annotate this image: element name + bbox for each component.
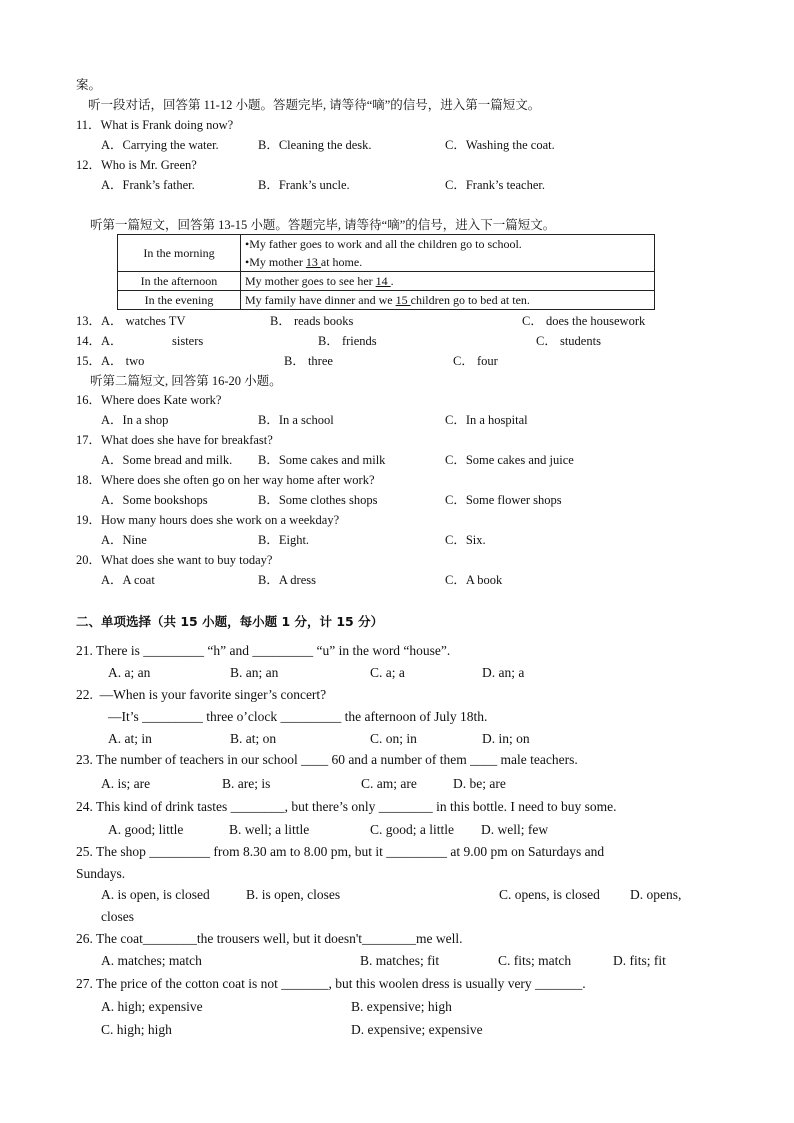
evening-text: My family have dinner and we bbox=[245, 293, 396, 307]
question-19-option-a: A．Nine bbox=[101, 533, 147, 547]
afternoon-label: In the afternoon bbox=[118, 272, 241, 291]
question-25-option-a: A. is open, is closed bbox=[101, 887, 210, 902]
question-21-option-d: D. an; a bbox=[482, 665, 525, 680]
question-14-stem: 14．A． bbox=[76, 334, 123, 348]
question-16-option-a: A．In a shop bbox=[101, 413, 169, 427]
question-16-stem: 16．Where does Kate work? bbox=[76, 393, 222, 407]
question-20-stem: 20．What does she want to buy today? bbox=[76, 553, 273, 567]
intro-tail: 案。 bbox=[76, 78, 102, 92]
question-25-stem-continued: Sundays. bbox=[76, 866, 126, 881]
question-27-option-d: D. expensive; expensive bbox=[351, 1022, 483, 1037]
morning-label: In the morning bbox=[118, 235, 241, 272]
question-12-option-b: B．Frank’s uncle. bbox=[258, 178, 350, 192]
question-17-option-a: A．Some bread and milk. bbox=[101, 453, 233, 467]
question-24-option-c: C. good; a little bbox=[370, 822, 454, 837]
question-22-option-a: A. at; in bbox=[108, 731, 152, 746]
blank-15: 15 bbox=[395, 293, 411, 307]
morning-line-2-end: at home. bbox=[320, 255, 363, 269]
blank-13: 13 bbox=[305, 255, 321, 269]
question-22-stem-2: —It’s _________ three o’clock _________ the afternoon of July 18th. bbox=[108, 709, 488, 724]
question-25-option-d-continued: closes bbox=[101, 909, 134, 924]
question-16-option-b: B．In a school bbox=[258, 413, 334, 427]
listening-instruction-1: 听一段对话，回答第 11-12 小题。答题完毕, 请等待“嘀”的信号，进入第一篇短文。 bbox=[88, 98, 541, 112]
question-23-stem: 23. The number of teachers in our school ____ 60 and a number of them ____ male teachers. bbox=[76, 752, 578, 767]
question-26-option-c: C. fits; match bbox=[498, 953, 572, 968]
question-20-option-a: A．A coat bbox=[101, 573, 155, 587]
question-15-option-c: C． four bbox=[453, 354, 498, 368]
question-27-option-a: A. high; expensive bbox=[101, 999, 203, 1014]
question-11-option-b: B．Cleaning the desk. bbox=[258, 138, 372, 152]
question-11-option-c: C．Washing the coat. bbox=[445, 138, 555, 152]
evening-end: children go to bed at ten. bbox=[410, 293, 530, 307]
question-22-option-d: D. in; on bbox=[482, 731, 530, 746]
table-row-evening bbox=[118, 291, 655, 310]
listening-instruction-3: 听第二篇短文, 回答第 16-20 小题。 bbox=[90, 374, 282, 388]
question-24-option-d: D. well; few bbox=[481, 822, 549, 837]
evening-label: In the evening bbox=[118, 291, 241, 310]
morning-line-2 bbox=[245, 253, 650, 271]
question-16-option-c: C．In a hospital bbox=[445, 413, 528, 427]
question-25-option-b: B. is open, closes bbox=[246, 887, 341, 902]
question-11-stem: 11．What is Frank doing now? bbox=[76, 118, 234, 132]
question-27-option-b: B. expensive; high bbox=[351, 999, 452, 1014]
question-21-option-a: A. a; an bbox=[108, 665, 151, 680]
question-26-stem: 26. The coat________the trousers well, but it doesn't________me well. bbox=[76, 931, 463, 946]
passage-info-table bbox=[117, 234, 655, 310]
question-14-option-a: sisters bbox=[172, 334, 204, 348]
question-22-stem: 22. —When is your favorite singer’s concert? bbox=[76, 687, 327, 702]
question-22-option-c: C. on; in bbox=[370, 731, 417, 746]
question-27-stem: 27. The price of the cotton coat is not _______, but this woolen dress is usually very _______. bbox=[76, 976, 586, 991]
question-12-option-c: C．Frank’s teacher. bbox=[445, 178, 545, 192]
question-23-option-d: D. be; are bbox=[453, 776, 506, 791]
question-21-option-b: B. an; an bbox=[230, 665, 279, 680]
morning-line-1: •My father goes to work and all the children go to school. bbox=[245, 237, 522, 251]
question-18-option-b: B．Some clothes shops bbox=[258, 493, 378, 507]
question-25-option-d: D. opens, bbox=[630, 887, 682, 902]
question-18-stem: 18．Where does she often go on her way home after work? bbox=[76, 473, 375, 487]
question-13-option-c: C． does the housework bbox=[522, 314, 646, 328]
question-14-option-b: B． friends bbox=[318, 334, 377, 348]
section-2-heading: 二、单项选择（共 15 小题，每小题 1 分，计 15 分） bbox=[76, 614, 384, 629]
question-21-stem: 21. There is _________ “h” and _________ “u” in the word “house”. bbox=[76, 643, 451, 658]
question-19-option-b: B．Eight. bbox=[258, 533, 310, 547]
question-24-stem: 24. This kind of drink tastes ________, but there’s only ________ in this bottle. I need to buy some. bbox=[76, 799, 617, 814]
question-26-option-d: D. fits; fit bbox=[613, 953, 666, 968]
question-15-option-b: B． three bbox=[284, 354, 333, 368]
afternoon-end: . bbox=[390, 274, 394, 288]
question-21-option-c: C. a; a bbox=[370, 665, 405, 680]
question-14-option-c: C． students bbox=[536, 334, 601, 348]
question-18-option-a: A．Some bookshops bbox=[101, 493, 208, 507]
question-17-option-c: C．Some cakes and juice bbox=[445, 453, 574, 467]
morning-content bbox=[241, 235, 655, 272]
question-13-stem: 13．A． watches TV bbox=[76, 314, 186, 328]
question-23-option-c: C. am; are bbox=[361, 776, 417, 791]
question-19-option-c: C．Six. bbox=[445, 533, 486, 547]
morning-line-2-text: •My mother bbox=[245, 255, 306, 269]
afternoon-content bbox=[241, 272, 655, 291]
evening-content bbox=[241, 291, 655, 310]
question-20-option-b: B．A dress bbox=[258, 573, 316, 587]
listening-instruction-2: 听第一篇短文，回答第 13-15 小题。答题完毕, 请等待“嘀”的信号，进入下一篇短文。 bbox=[90, 218, 556, 232]
question-20-option-c: C．A book bbox=[445, 573, 503, 587]
question-17-stem: 17．What does she have for breakfast? bbox=[76, 433, 273, 447]
question-15-stem: 15．A． two bbox=[76, 354, 145, 368]
question-26-option-a: A. matches; match bbox=[101, 953, 202, 968]
afternoon-text: My mother goes to see her bbox=[245, 274, 376, 288]
question-23-option-b: B. are; is bbox=[222, 776, 271, 791]
question-23-option-a: A. is; are bbox=[101, 776, 151, 791]
question-26-option-b: B. matches; fit bbox=[360, 953, 440, 968]
question-18-option-c: C．Some flower shops bbox=[445, 493, 562, 507]
question-22-option-b: B. at; on bbox=[230, 731, 277, 746]
question-13-option-b: B． reads books bbox=[270, 314, 354, 328]
blank-14: 14 bbox=[375, 274, 391, 288]
table-row-morning bbox=[118, 235, 655, 272]
question-17-option-b: B．Some cakes and milk bbox=[258, 453, 386, 467]
question-24-option-b: B. well; a little bbox=[229, 822, 310, 837]
question-25-option-c: C. opens, is closed bbox=[499, 887, 600, 902]
question-12-stem: 12．Who is Mr. Green? bbox=[76, 158, 197, 172]
question-12-option-a: A．Frank’s father. bbox=[101, 178, 195, 192]
question-19-stem: 19．How many hours does she work on a weekday? bbox=[76, 513, 340, 527]
question-27-option-c: C. high; high bbox=[101, 1022, 172, 1037]
question-25-stem: 25. The shop _________ from 8.30 am to 8.00 pm, but it _________ at 9.00 pm on Saturdays and bbox=[76, 844, 605, 859]
table-row-afternoon bbox=[118, 272, 655, 291]
question-24-option-a: A. good; little bbox=[108, 822, 184, 837]
question-11-option-a: A．Carrying the water. bbox=[101, 138, 219, 152]
